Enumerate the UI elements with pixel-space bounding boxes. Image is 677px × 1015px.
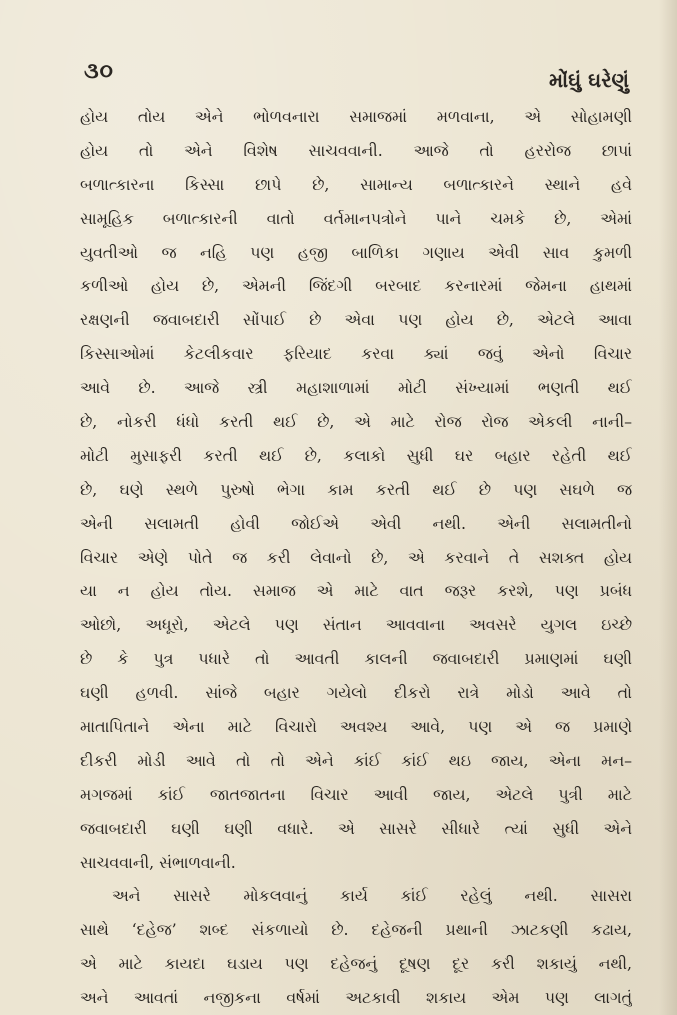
text-line: અને સાસરે મોકલવાનું કાર્ય કાંઈ રહેલું નથી. સાસરા [112, 886, 632, 906]
text-line: ઓછો, અધૂરો, એટલે પણ સંતાન આવવાના અવસરે યુગલ ઇચ્છે [80, 615, 632, 635]
text-line: હોય તોય એને ભોળવનારા સમાજમાં મળવાના, એ સોહામણી [80, 107, 632, 126]
text-line: આવે છે. આજે સ્ત્રી મહાશાળામાં મોટી સંખ્યામાં ભણતી થઈ [80, 378, 632, 398]
text-line: મગજમાં કાંઈ જાતજાતના વિચાર આવી જાય, એટલે પુત્રી માટે [80, 784, 632, 804]
text-line: મોટી મુસાફરી કરતી થઈ છે, કલાકો સુધી ઘર બહાર રહેતી થઈ [80, 445, 632, 465]
text-line: એની સલામતી હોવી જોઈએ એવી નથી. એની સલામતીનો [80, 513, 632, 533]
text-line: છે કે પુત્ર પધારે તો આવતી કાલની જવાબદારી પ્રમાણમાં ઘણી [80, 649, 632, 669]
page-body [80, 100, 632, 1015]
text-line: એ માટે કાયદા ઘડાય પણ દહેજનું દૂષણ દૂર કરી શકાયું નથી, [80, 954, 632, 974]
text-line: ઘણી હળવી. સાંજે બહાર ગયેલો દીકરો રાત્રે મોડો આવે તો [80, 683, 632, 703]
text-line: જવાબદારી ઘણી ઘણી વધારે. એ સાસરે સીધારે ત્યાં સુધી એને [80, 818, 632, 838]
text-line: કિસ્સાઓમાં કેટલીકવાર ફરિયાદ કરવા ક્યાં જવું એનો વિચાર [80, 344, 632, 364]
text-line: કળીઓ હોય છે, એમની જિંદગી બરબાદ કરનારમાં જેમના હાથમાં [80, 276, 632, 296]
text-line: સાથે ‘દહેજ’ શબ્દ સંકળાયો છે. દહેજની પ્રથાની ઝાટકણી કઢાય, [80, 920, 632, 940]
text-line: બળાત્કારના કિસ્સા છાપે છે, સામાન્ય બળાત્કારને સ્થાને હવે [80, 174, 632, 194]
page-header [84, 58, 629, 98]
text-line: યા ન હોય તોય. સમાજ એ માટે વાત જરૂર કરશે, પણ પ્રબંધ [80, 581, 632, 601]
text-line: અને આવતાં નજીકના વર્ષમાં અટકાવી શકાય એમ પણ લાગતું [80, 988, 632, 1008]
text-line: યુવતીઓ જ નહિ પણ હજી બાળિકા ગણાય એવી સાવ કુમળી [80, 242, 632, 262]
page-edge-shadow [659, 0, 677, 1015]
text-line: માતાપિતાને એના માટે વિચારો અવશ્ય આવે, પણ એ જ પ્રમાણે [80, 717, 632, 737]
text-line: સામૂહિક બળાત્કારની વાતો વર્તમાનપત્રોને પાને ચમકે છે, એમાં [80, 208, 632, 228]
text-line: છે, ઘણે સ્થળે પુરુષો ભેગા કામ કરતી થઈ છે પણ સઘળે જ [80, 479, 632, 499]
page-number: ૩૦ [84, 58, 114, 84]
text-line: રક્ષણની જવાબદારી સોંપાઈ છે એવા પણ હોય છે, એટલે આવા [80, 310, 632, 330]
text-line: દીકરી મોડી આવે તો તો એને કાંઈ કાંઈ થઇ જાય, એના મન– [80, 750, 632, 770]
text-line: હોય તો એને વિશેષ સાચવવાની. આજે તો હરરોજ છાપાં [80, 140, 632, 160]
text-line: છે, નોકરી ધંધો કરતી થઈ છે, એ માટે રોજ રોજ એકલી નાની– [80, 412, 632, 432]
running-title: મોંઘું ઘરેણું [549, 68, 629, 92]
text-line: વિચાર એણે પોતે જ કરી લેવાનો છે, એ કરવાને તે સશક્ત હોય [80, 547, 632, 567]
text-line: સાચવવાની, સંભાળવાની. [80, 852, 236, 872]
